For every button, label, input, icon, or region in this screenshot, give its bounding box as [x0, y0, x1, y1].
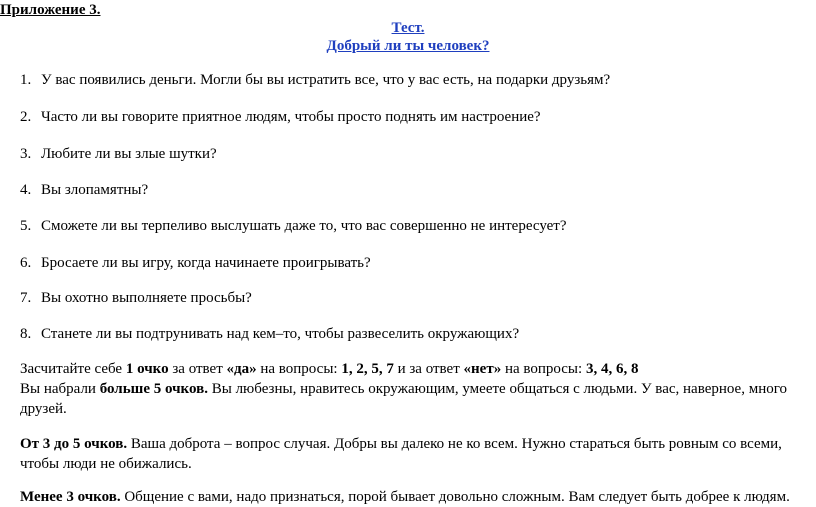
question-number: 1.	[20, 72, 32, 88]
question-8	[20, 326, 519, 343]
question-text: Бросаете ли вы игру, когда начинаете проигрывать?	[41, 255, 371, 271]
scoring-text: и за ответ	[393, 361, 464, 377]
question-number: 8.	[20, 326, 32, 342]
scoring-text: на вопросы:	[501, 361, 586, 377]
scoring-no-questions: 3, 4, 6, 8	[585, 361, 639, 377]
question-number: 4.	[20, 182, 32, 198]
result-high	[20, 379, 816, 419]
question-7	[20, 290, 252, 307]
scoring-text: за ответ	[168, 361, 227, 377]
appendix-label: Приложение 3.	[0, 2, 101, 18]
question-text: Станете ли вы подтрунивать над кем–то, чтобы развеселить окружающих?	[41, 326, 520, 342]
scoring-text: на вопросы:	[256, 361, 342, 377]
question-number: 3.	[20, 146, 32, 162]
scoring-yes: «да»	[226, 361, 257, 377]
result-text: Общение с вами, надо признаться, порой бывает довольно сложным. Вам следует быть добрее к людям.	[120, 489, 790, 505]
result-text: Вы любезны, нравитесь окружающим, умеете общаться с людьми. У вас, наверное, много друзей.	[20, 381, 788, 417]
question-1	[20, 72, 610, 89]
question-text: Вы охотно выполняете просьбы?	[41, 290, 252, 306]
scoring-yes-questions: 1, 2, 5, 7	[341, 361, 394, 377]
question-number: 2.	[20, 109, 32, 125]
scoring-instructions	[20, 359, 816, 379]
question-number: 7.	[20, 290, 32, 306]
question-number: 6.	[20, 255, 32, 271]
question-6	[20, 255, 371, 272]
question-5	[20, 218, 567, 235]
test-title: Тест.	[391, 20, 425, 36]
question-number: 5.	[20, 218, 32, 234]
question-text: Любите ли вы злые шутки?	[41, 146, 217, 162]
question-text: Вы злопамятны?	[41, 182, 149, 198]
question-text: У вас появились деньги. Могли бы вы истратить все, что у вас есть, на подарки друзьям?	[41, 72, 611, 88]
question-4	[20, 182, 148, 199]
question-2	[20, 109, 541, 126]
result-prefix: Вы набрали	[20, 381, 100, 397]
question-3	[20, 146, 217, 163]
question-text: Часто ли вы говорите приятное людям, чтобы просто поднять им настроение?	[41, 109, 541, 125]
result-range: От 3 до 5 очков.	[20, 436, 128, 452]
scoring-points: 1 очко	[125, 361, 169, 377]
scoring-no: «нет»	[463, 361, 502, 377]
result-low	[20, 487, 816, 507]
result-text: Ваша доброта – вопрос случая. Добры вы далеко не ко всем. Нужно стараться быть ровным со всеми, чтобы люди не обижались.	[20, 436, 782, 472]
question-text: Сможете ли вы терпеливо выслушать даже то, что вас совершенно не интересует?	[41, 218, 567, 234]
test-subtitle: Добрый ли ты человек?	[326, 38, 490, 54]
result-medium	[20, 434, 816, 474]
result-range: Менее 3 очков.	[20, 489, 121, 505]
result-range: больше 5 очков.	[99, 381, 208, 397]
scoring-text: Засчитайте себе	[20, 361, 126, 377]
